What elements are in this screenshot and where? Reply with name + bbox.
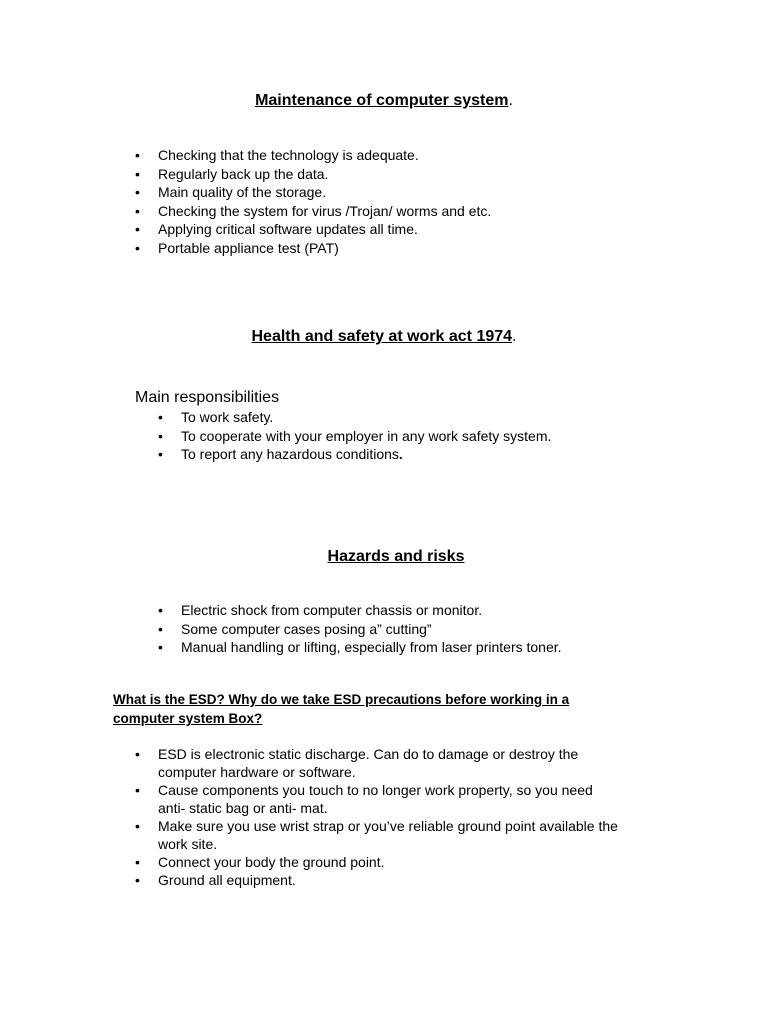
list-item: • To work safety. (158, 408, 551, 427)
hazards-heading (12, 547, 768, 567)
list-item-line: work site. (158, 836, 218, 852)
esd-question-line: computer system Box? (113, 711, 263, 726)
list-item: • Manual handling or lifting, especially from laser printers toner. (158, 638, 562, 657)
list-item: • Electric shock from computer chassis or monitor. (158, 601, 562, 620)
list-item (135, 871, 695, 889)
responsibilities-list (158, 408, 551, 464)
list-item-line: • ESD is electronic static discharge. Can do to damage or destroy the (158, 746, 579, 762)
responsibilities-subheading: Main responsibilities (135, 389, 280, 406)
list-item: • Portable appliance test (PAT) (135, 239, 491, 258)
hazards-list (158, 601, 562, 657)
health-heading (0, 327, 768, 347)
list-item: • Regularly back up the data. (135, 165, 491, 184)
list-item (135, 817, 695, 853)
list-item-line: • Cause components you touch to no longer work property, so you need (158, 782, 593, 798)
maintenance-list (135, 146, 491, 258)
maintenance-heading (0, 91, 768, 111)
maintenance-title-period: . (508, 92, 513, 109)
esd-list (135, 745, 695, 889)
list-item-line: • Make sure you use wrist strap or you’ve reliable ground point available the (158, 818, 618, 834)
list-item: • Checking that the technology is adequate. (135, 146, 491, 165)
list-item: • To cooperate with your employer in any work safety system. (158, 427, 551, 446)
list-item-line: anti- static bag or anti- mat. (158, 800, 328, 816)
list-item: • Checking the system for virus /Trojan/ worms and etc. (135, 202, 491, 221)
list-item (135, 781, 695, 817)
health-title-period: . (512, 328, 517, 345)
maintenance-title: Maintenance of computer system (255, 92, 509, 109)
list-item (135, 745, 695, 781)
esd-question-line: What is the ESD? Why do we take ESD precautions before working in a (113, 692, 570, 707)
list-item: • Main quality of the storage. (135, 183, 491, 202)
health-title: Health and safety at work act 1974 (251, 328, 513, 345)
list-item (158, 445, 551, 464)
list-item-line: computer hardware or software. (158, 764, 356, 780)
list-item: • Applying critical software updates all time. (135, 220, 491, 239)
list-item-text: To report any hazardous conditions (181, 446, 399, 463)
esd-question (113, 690, 673, 728)
list-item-period: . (398, 446, 403, 463)
list-item: • Some computer cases posing a” cutting” (158, 620, 562, 639)
list-item-line: • Ground all equipment. (158, 872, 296, 888)
list-item (135, 853, 695, 871)
hazards-title: Hazards and risks (327, 548, 465, 565)
list-item-line: • Connect your body the ground point. (158, 854, 385, 870)
